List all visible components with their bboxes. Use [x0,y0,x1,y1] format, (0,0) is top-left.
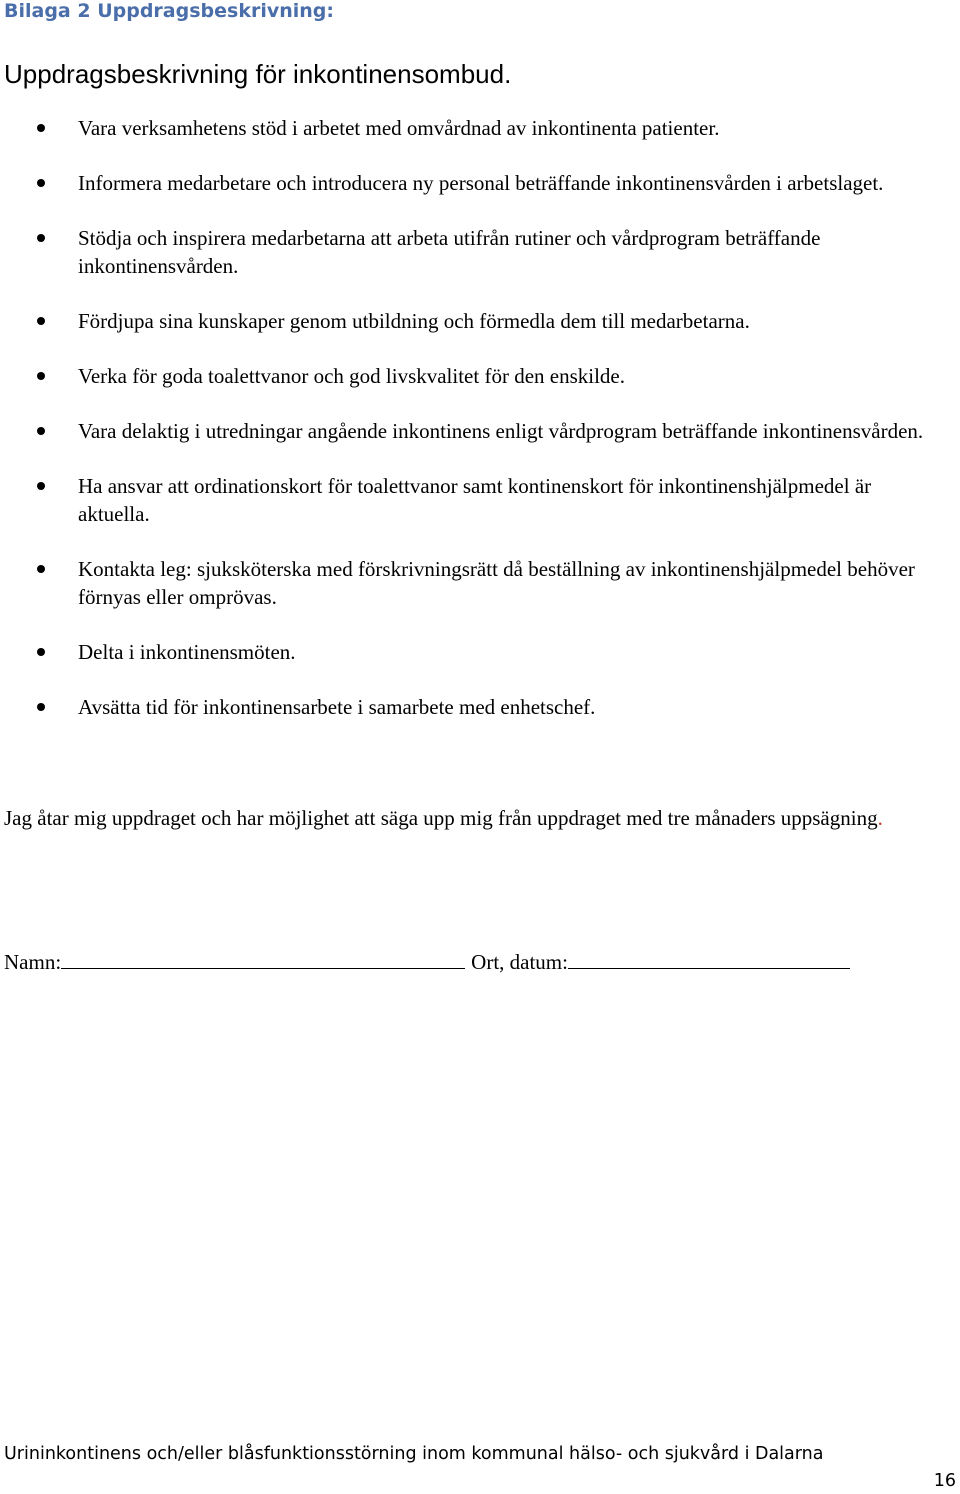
bullet-icon [37,482,45,490]
task-text: Informera medarbetare och introducera ny personal beträffande inkontinensvården i arbetslaget. [78,171,884,195]
name-label: Namn: [4,950,62,974]
task-item [0,417,960,445]
place-date-label: Ort, datum: [471,950,568,974]
task-text: Vara verksamhetens stöd i arbetet med omvårdnad av inkontinenta patienter. [78,116,720,140]
bullet-icon [37,565,45,573]
task-text: Delta i inkontinensmöten. [78,640,296,664]
task-item [0,693,960,721]
bullet-icon [37,427,45,435]
appendix-heading: Bilaga 2 Uppdragsbeskrivning: [4,0,334,22]
task-item [0,169,960,197]
task-list [0,114,960,748]
task-item [0,114,960,142]
bullet-icon [37,703,45,711]
page-footer: Urininkontinens och/eller blåsfunktionsstörning inom kommunal hälso- och sjukvård i Dalarna [4,1444,824,1464]
task-item [0,307,960,335]
task-item [0,362,960,390]
commitment-period: . [877,806,883,830]
task-item [0,472,960,528]
bullet-icon [37,648,45,656]
commitment-paragraph [4,804,904,832]
bullet-icon [37,179,45,187]
task-text: Kontakta leg: sjuksköterska med förskrivningsrätt då beställning av inkontinenshjälpmedel behöver förnyas eller omprövas. [78,557,915,609]
task-text: Fördjupa sina kunskaper genom utbildning och förmedla dem till medarbetarna. [78,309,750,333]
bullet-icon [37,234,45,242]
task-text: Verka för goda toalettvanor och god livskvalitet för den enskilde. [78,364,626,388]
signature-row [4,948,850,976]
task-text: Avsätta tid för inkontinensarbete i samarbete med enhetschef. [78,695,596,719]
document-title: Uppdragsbeskrivning för inkontinensombud. [4,59,512,89]
task-item [0,638,960,666]
task-text: Stödja och inspirera medarbetarna att arbeta utifrån rutiner och vårdprogram beträffande inkontinensvården. [78,226,821,278]
task-item [0,555,960,611]
task-text: Ha ansvar att ordinationskort för toalettvanor samt kontinenskort för inkontinenshjälpmedel är aktuella. [78,474,872,526]
task-text: Vara delaktig i utredningar angående inkontinens enligt vårdprogram beträffande inkontinensvården. [78,419,924,443]
task-item [0,224,960,280]
commitment-text: Jag åtar mig uppdraget och har möjlighet att säga upp mig från uppdraget med tre månaders uppsägning [4,806,878,830]
place-date-signature-line[interactable] [568,948,850,969]
name-signature-line[interactable] [61,948,465,969]
bullet-icon [37,317,45,325]
page-number: 16 [933,1471,956,1491]
bullet-icon [37,124,45,132]
bullet-icon [37,372,45,380]
